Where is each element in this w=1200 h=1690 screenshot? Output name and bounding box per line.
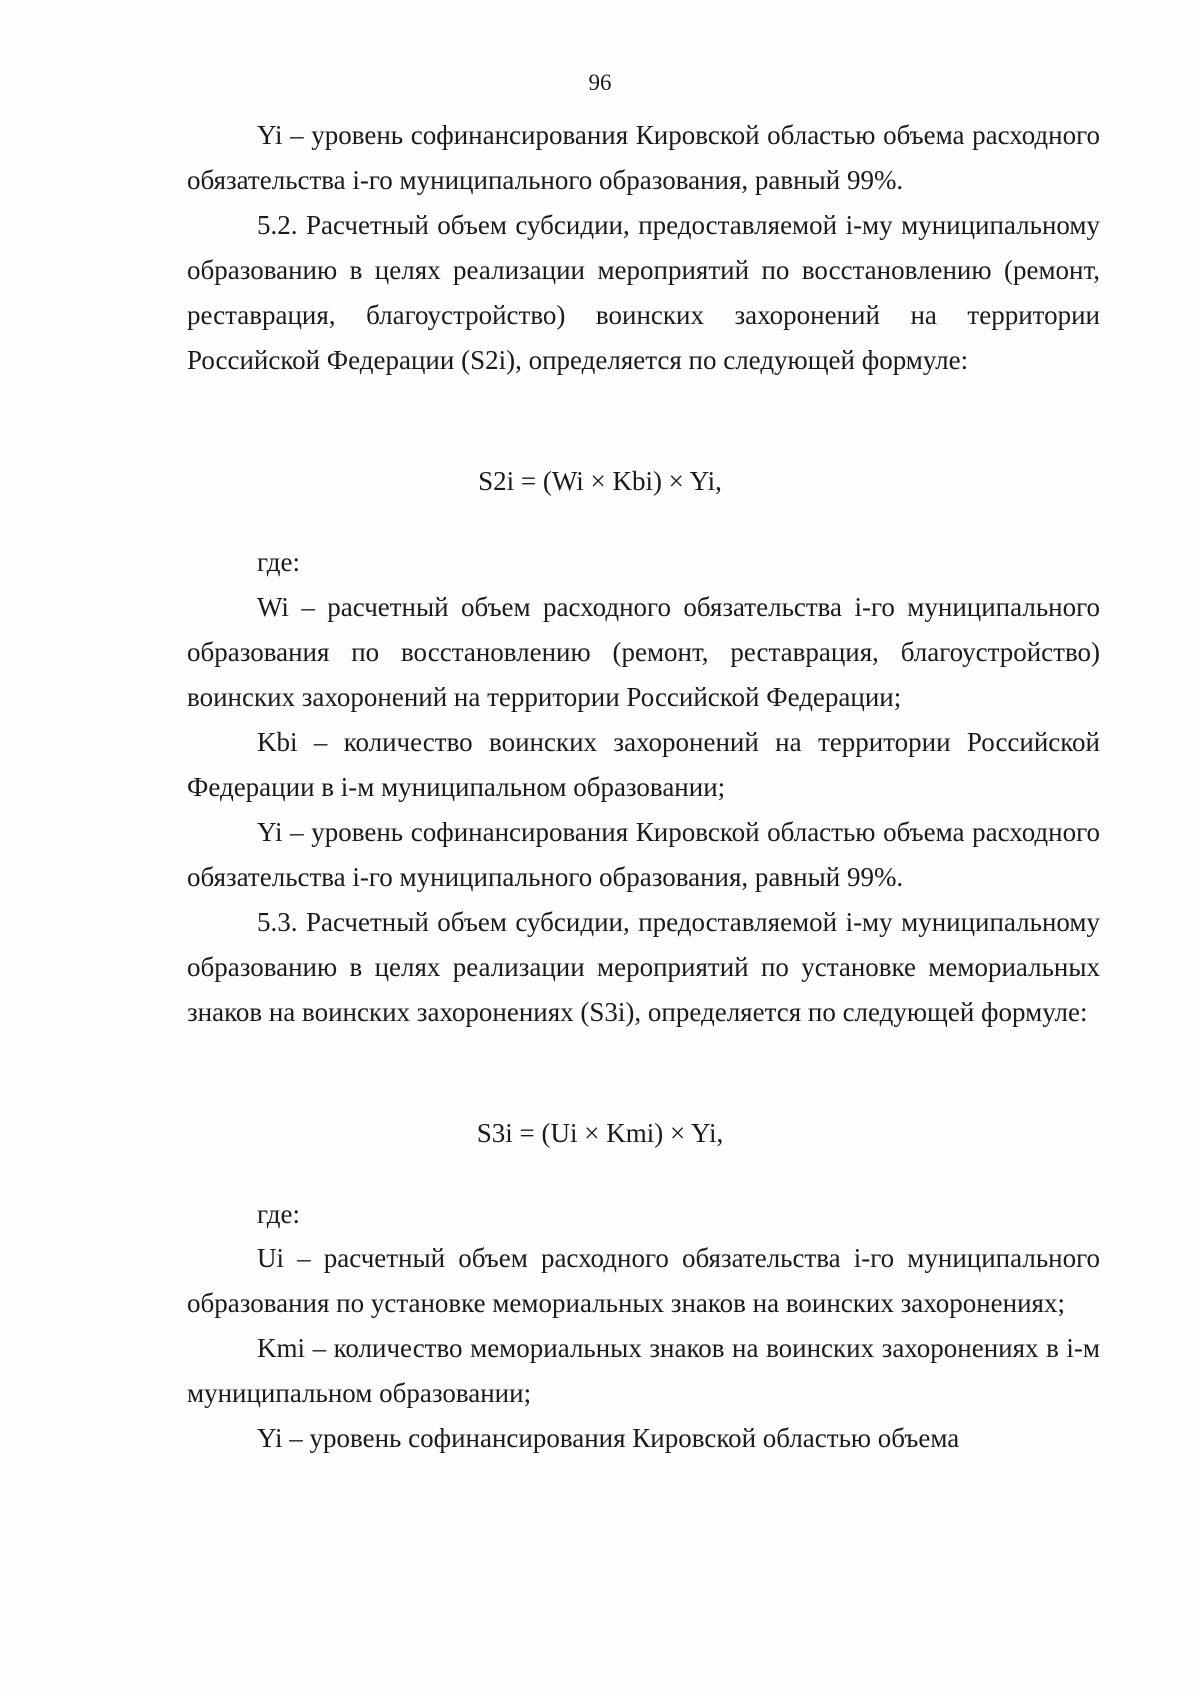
section-2 bbox=[187, 585, 1100, 1035]
page-number: 96 bbox=[588, 70, 612, 95]
paragraph-ui-definition: Ui – расчетный объем расходного обязательства i-го муниципального образования по установке мемориальных знаков на воинских захоронениях; bbox=[187, 1243, 1100, 1318]
paragraph-kmi-definition: Kmi – количество мемориальных знаков на воинских захоронениях в i-м муниципальном образовании; bbox=[187, 1333, 1100, 1408]
paragraph-yi-level: Yi – уровень софинансирования Кировской областью объема расходного обязательства i-го муниципального образования, равный 99%. bbox=[187, 120, 1100, 195]
paragraph-wi-definition: Wi – расчетный объем расходного обязательства i-го муниципального образования по восстановлению (ремонт, реставрация, благоустройство) воинских захоронений на территории Российской Федерации; bbox=[187, 592, 1100, 712]
formula-s2i: S2i = (Wi × Kbi) × Yi, bbox=[478, 466, 722, 496]
paragraph-kbi-definition: Kbi – количество воинских захоронений на территории Российской Федерации в i-м муниципальном образовании; bbox=[187, 727, 1100, 802]
section-3 bbox=[187, 1236, 1100, 1461]
where-label-2: где: bbox=[257, 1199, 300, 1229]
paragraph-yi-level-2: Yi – уровень софинансирования Кировской областью объема расходного обязательства i-го муниципального образования, равный 99%. bbox=[187, 817, 1100, 892]
paragraph-5-3: 5.3. Расчетный объем субсидии, предоставляемой i-му муниципальному образованию в целях реализации мероприятий по установке мемориальных знаков на воинских захоронениях (S3i), определяется по следующей формуле: bbox=[187, 907, 1100, 1027]
section-1 bbox=[187, 113, 1100, 383]
paragraph-yi-level-3: Yi – уровень софинансирования Кировской областью объема bbox=[257, 1423, 960, 1453]
formula-s3i: S3i = (Ui × Kmi) × Yi, bbox=[476, 1118, 724, 1148]
where-label-1: где: bbox=[257, 547, 300, 577]
paragraph-5-2: 5.2. Расчетный объем субсидии, предоставляемой i-му муниципальному образованию в целях реализации мероприятий по восстановлению (ремонт, реставрация, благоустройство) воинских захоронений на территории Российской Федерации (S2i), определяется по следующей формуле: bbox=[187, 210, 1100, 375]
